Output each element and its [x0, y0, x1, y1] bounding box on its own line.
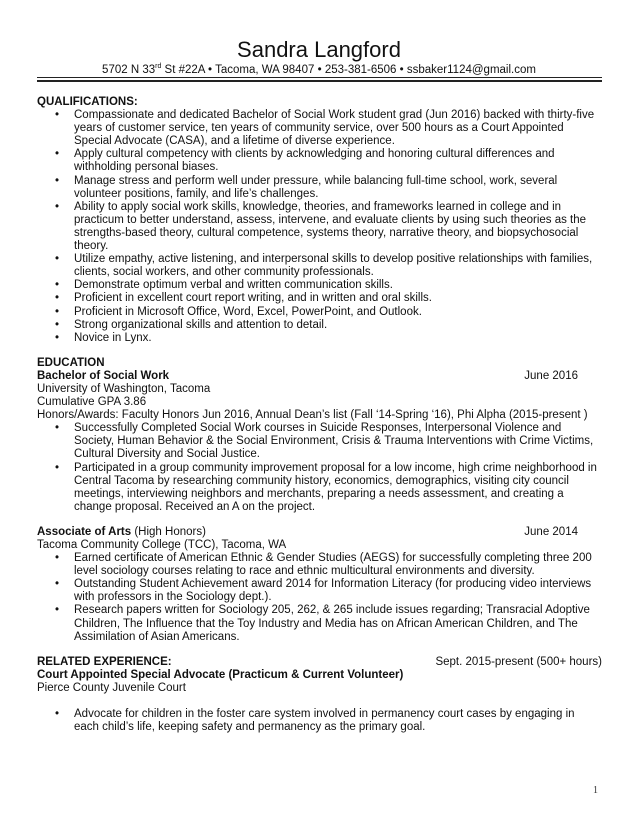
list-item: • Earned certificate of American Ethnic & Gender Studies (AEGS) for successfully completing three 200 level sociology courses relating to race and ethnic multicultural environments and diversity.	[55, 552, 592, 578]
experience-dates: Sept. 2015-present (500+ hours)	[435, 655, 602, 668]
list-item: • Ability to apply social work skills, knowledge, theories, and frameworks learned in college and in practicum to better understand, assess, intervene, and evaluate clients by using such theories as the strengths-based theory, cultural competence, systems theory, narrative theory, and biopsychosocial theory.	[55, 200, 587, 253]
applicant-name: Sandra Langford	[237, 37, 401, 62]
qualifications-heading: QUALIFICATIONS:	[37, 96, 138, 108]
bullet-icon: •	[55, 305, 60, 318]
bullet-icon: •	[55, 461, 60, 474]
bullet-icon: •	[55, 279, 60, 292]
phone-number: 253-381-6506	[324, 64, 397, 76]
bullet-icon: •	[55, 604, 60, 617]
list-item: • Proficient in excellent court report writing, and in written and oral skills.	[55, 292, 432, 305]
list-item: • Compassionate and dedicated Bachelor of Social Work student grad (Jun 2016) backed with thirty-five years of customer service, ten years of community service, over 500 hours as a Court Appointed Special Advocate (CASA), and a lifetime of diverse experience.	[55, 109, 595, 148]
bullet-icon: •	[55, 200, 60, 213]
bsw-list	[37, 422, 602, 514]
list-item: • Strong organizational skills and attention to detail.	[55, 318, 328, 331]
list-item: • Advocate for children in the foster care system involved in permanency court cases by engaging in each child’s life, keeping safety and permanency as the primary goal.	[55, 708, 575, 734]
header-rule-thin	[37, 77, 602, 78]
list-item: • Outstanding Student Achievement award 2014 for Information Literacy (for producing video interviews with professors in the Sociology dept.).	[55, 578, 592, 604]
list-item: • Research papers written for Sociology 205, 262, & 265 include issues regarding; Transracial Adoptive Children, The Influence that the Toy Industry and Media has on African American Children, and The Assimilation of Asian Americans.	[55, 604, 590, 643]
bullet-icon: •	[55, 148, 60, 161]
page-number: 1	[593, 785, 598, 796]
aa-list	[37, 552, 602, 644]
contact-line	[0, 63, 638, 77]
bullet-icon: •	[55, 331, 60, 344]
aa-date: June 2014	[524, 525, 578, 538]
bullet-icon: •	[55, 174, 60, 187]
bsw-honors: Honors/Awards: Faculty Honors Jun 2016, Annual Dean’s list (Fall ‘14-Spring ‘16), Phi Alpha (2015-present )	[37, 409, 588, 422]
list-item: • Novice in Lynx.	[55, 331, 152, 344]
bullet-icon: •	[55, 552, 60, 565]
bullet-icon: •	[55, 578, 60, 591]
list-item: • Proficient in Microsoft Office, Word, Excel, PowerPoint, and Outlook.	[55, 305, 422, 318]
bullet-icon: •	[55, 318, 60, 331]
bsw-degree-row	[37, 370, 602, 383]
experience-list	[37, 708, 602, 734]
education-heading: EDUCATION	[37, 356, 105, 369]
header-rule-thick	[37, 80, 602, 82]
separator-dot: •	[399, 64, 404, 76]
separator-dot: •	[317, 64, 322, 76]
bsw-school: University of Washington, Tacoma	[37, 382, 211, 395]
section-spacer	[37, 514, 602, 526]
qualifications-list	[37, 109, 602, 345]
bullet-icon: •	[55, 708, 60, 721]
aa-note: (High Honors)	[131, 525, 206, 538]
section-spacer	[37, 695, 602, 708]
list-item: • Apply cultural competency with clients by acknowledging and honoring cultural differences and withholding personal biases.	[55, 148, 555, 174]
section-spacer	[37, 345, 602, 357]
bsw-date: June 2016	[524, 369, 578, 382]
experience-heading-row	[37, 656, 602, 669]
experience-title: Court Appointed Special Advocate (Practicum & Current Volunteer)	[37, 668, 404, 681]
bullet-icon: •	[55, 253, 60, 266]
list-item: • Successfully Completed Social Work courses in Suicide Responses, Interpersonal Violence and Society, Human Behavior & the Social Environment, Crisis & Trauma Interventions with Crime Victims, Cultural Diversity and Social Justice.	[55, 422, 594, 461]
bsw-gpa: Cumulative GPA 3.86	[37, 396, 147, 409]
aa-degree-row	[37, 526, 602, 539]
list-item: • Participated in a group community improvement proposal for a low income, high crime neighborhood in Central Tacoma by researching community history, economics, demographics, visiting city council meetings, interviewing neighbors and merchants, preparing a needs assessment, and creating a change proposal. Received an A on the project.	[55, 461, 597, 513]
list-item: • Utilize empathy, active listening, and interpersonal skills to develop positive relationships with families, clients, social workers, and other community professionals.	[55, 253, 593, 279]
separator-dot: •	[208, 64, 213, 76]
bullet-icon: •	[55, 109, 60, 122]
section-spacer	[37, 644, 602, 656]
bullet-icon: •	[55, 292, 60, 305]
list-item: • Demonstrate optimum verbal and written communication skills.	[55, 279, 393, 292]
experience-org: Pierce County Juvenile Court	[37, 681, 186, 694]
address-street: 5702 N 33rd St #22A	[102, 63, 205, 76]
list-item: • Manage stress and perform well under pressure, while balancing full-time school, work, several volunteer positions, family, and life’s challenges.	[55, 174, 558, 200]
aa-degree: Associate of Arts	[37, 525, 132, 538]
resume-body	[37, 96, 602, 734]
aa-school: Tacoma Community College (TCC), Tacoma, WA	[37, 539, 287, 551]
experience-heading: RELATED EXPERIENCE:	[37, 655, 172, 668]
address-city: Tacoma, WA 98407	[215, 64, 315, 76]
email-address: ssbaker1124@gmail.com	[406, 64, 536, 76]
bullet-icon: •	[55, 422, 60, 435]
bsw-degree: Bachelor of Social Work	[37, 369, 170, 382]
